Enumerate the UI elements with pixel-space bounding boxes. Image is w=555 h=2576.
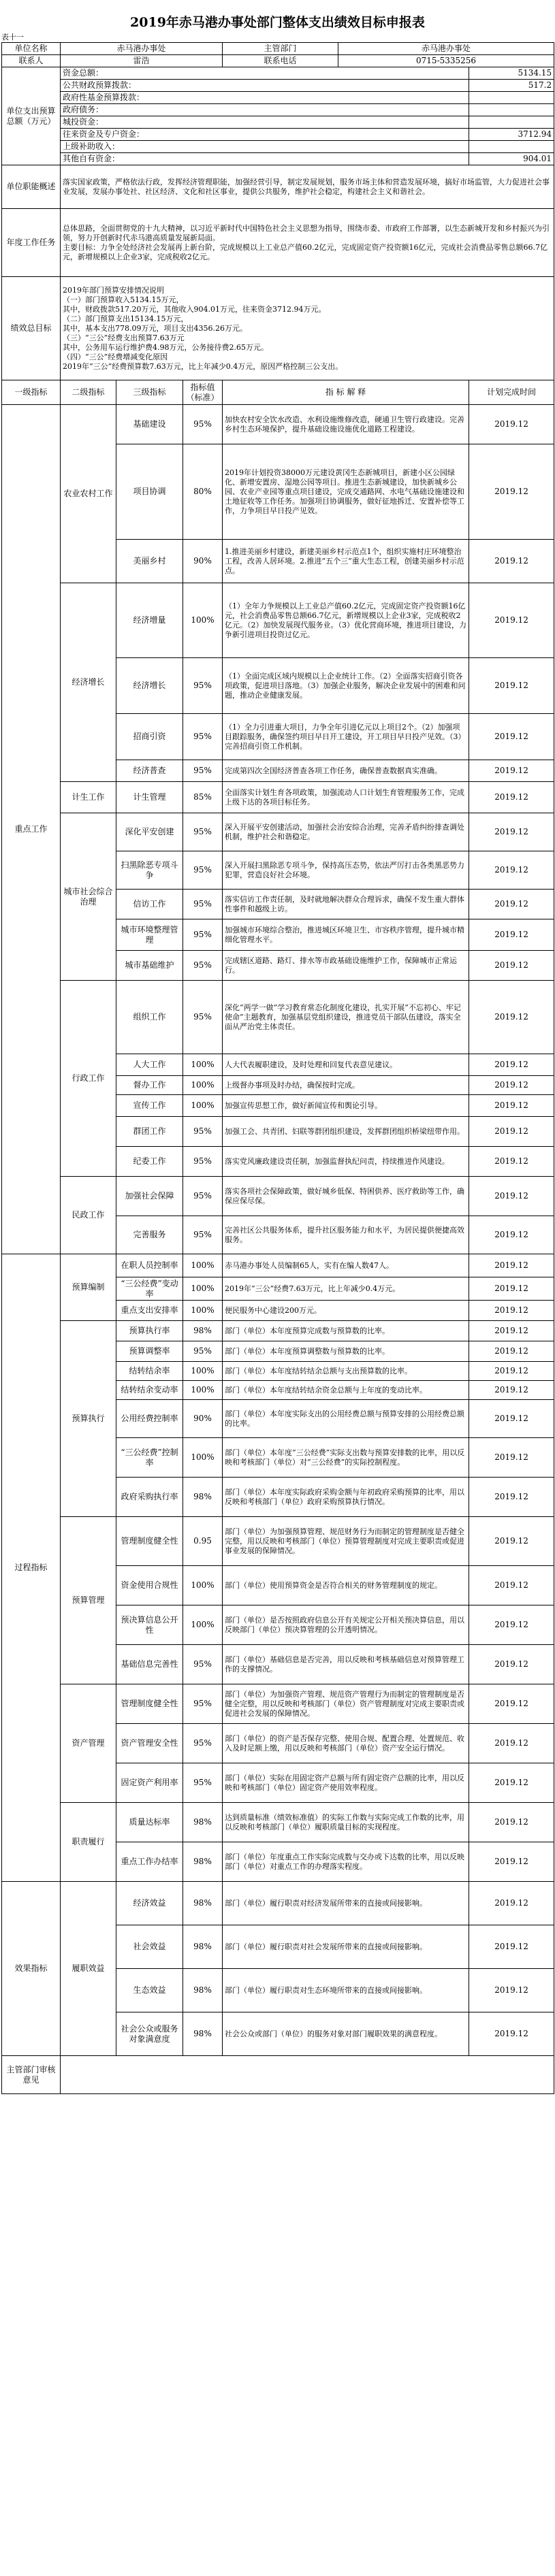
plan-complete-time: 2019.12 bbox=[469, 2012, 554, 2056]
indicator-value: 98% bbox=[183, 1478, 223, 1517]
plan-complete-time: 2019.12 bbox=[469, 1684, 554, 1724]
level3-indicator: 计生管理 bbox=[116, 782, 183, 813]
funds-row-value bbox=[469, 92, 554, 104]
indicator-value: 95% bbox=[183, 890, 223, 919]
indicator-explanation: 完善社区公共服务体系，提升社区服务能力和水平，为居民提供便捷高效服务。 bbox=[223, 1216, 469, 1254]
indicator-explanation: 便民服务中心建设200万元。 bbox=[223, 1301, 469, 1321]
indicator-explanation: 部门（单位）履行职责对社会发展所带来的直接或间接影响。 bbox=[223, 1925, 469, 1969]
perf-goal-line: 其中，财政拨款517.20万元，其他收入904.01万元，往来资金3712.94万元。 bbox=[63, 304, 326, 314]
indicator-value: 98% bbox=[183, 1321, 223, 1341]
indicator-explanation: 社会公众或部门（单位）的服务对象对部门履职效果的满意程度。 bbox=[223, 2012, 469, 2056]
level3-indicator: 纪委工作 bbox=[116, 1147, 183, 1177]
indicator-value: 100% bbox=[183, 1381, 223, 1400]
duty-label: 单位职能概述 bbox=[2, 165, 61, 209]
plan-complete-time: 2019.12 bbox=[469, 1076, 554, 1095]
plan-complete-time: 2019.12 bbox=[469, 658, 554, 714]
indicator-value: 100% bbox=[183, 1605, 223, 1645]
indicator-value: 95% bbox=[183, 1763, 223, 1803]
level3-indicator: 招商引资 bbox=[116, 714, 183, 760]
level2-indicator: 预算执行 bbox=[61, 1321, 116, 1517]
plan-complete-time: 2019.12 bbox=[469, 951, 554, 981]
indicator-value: 98% bbox=[183, 1882, 223, 1925]
indicator-explanation: 全面落实计划生育各项政策，加强流动人口计划生育管理服务工作，完成上级下达的各项目标任务。 bbox=[223, 782, 469, 813]
indicator-explanation: 部门（单位）本年度预算完成数与预算数的比率。 bbox=[223, 1321, 469, 1341]
level3-indicator: 群团工作 bbox=[116, 1117, 183, 1147]
indicator-value: 95% bbox=[183, 813, 223, 851]
performance-table bbox=[1, 42, 554, 2094]
indicator-value: 100% bbox=[183, 1054, 223, 1076]
level3-indicator: 重点工作办结率 bbox=[116, 1842, 183, 1882]
col-header-level3: 三级指标 bbox=[116, 380, 183, 405]
indicator-explanation: 部门（单位）本年度结转结余总额与支出预算数的比率。 bbox=[223, 1362, 469, 1381]
plan-complete-time: 2019.12 bbox=[469, 1381, 554, 1400]
unit-name-value: 赤马港办事处 bbox=[61, 43, 223, 55]
opinion-label: 主管部门审核意见 bbox=[2, 2056, 61, 2094]
plan-complete-time: 2019.12 bbox=[469, 1969, 554, 2012]
col-header-value: 指标值（标准） bbox=[183, 380, 223, 405]
indicator-value: 95% bbox=[183, 405, 223, 444]
indicator-explanation: 上级督办事项及时办结，确保按时完成。 bbox=[223, 1076, 469, 1095]
indicator-value: 100% bbox=[183, 1277, 223, 1301]
indicator-explanation: 2019年计划投资38000万元建设黄冈生态新城项目，新建小区公园绿化、新增安置房、湿地公园等项目。推进生态新城建设，加快新城乡公园、农业产业园等重点项目建设，完成交通路网、水电气基础设施建设和土地征收等工作任务。加强项目协调服务，做好征地拆迁、安置补偿等工作，力争项目早日投产见效。 bbox=[223, 444, 469, 540]
plan-complete-time: 2019.12 bbox=[469, 782, 554, 813]
level3-indicator: 经济普查 bbox=[116, 760, 183, 782]
level3-indicator: 资产管理安全性 bbox=[116, 1724, 183, 1763]
level2-indicator: 经济增长 bbox=[61, 583, 116, 782]
indicator-explanation: 部门（单位）本年度预算调整数与预算数的比率。 bbox=[223, 1341, 469, 1362]
perf-goal-line: （三）“三公”经费支出预算7.63万元 bbox=[63, 333, 185, 342]
indicator-value: 95% bbox=[183, 981, 223, 1054]
indicator-value: 100% bbox=[183, 1362, 223, 1381]
indicator-row bbox=[2, 583, 554, 658]
perf-goal-line: 2019年部门预算安排情况说明 bbox=[63, 285, 164, 295]
indicator-value: 95% bbox=[183, 1684, 223, 1724]
level3-indicator: 经济增长 bbox=[116, 658, 183, 714]
unit-name-label: 单位名称 bbox=[2, 43, 61, 55]
level2-indicator: 履职效益 bbox=[61, 1882, 116, 2056]
level3-indicator: 重点支出安排率 bbox=[116, 1301, 183, 1321]
indicator-explanation: 部门（单位）年度重点工作实际完成数与交办或下达数的比率，用以反映部门（单位）对重点工作的办理落实程度。 bbox=[223, 1842, 469, 1882]
funds-section-label: 单位支出预算总额（万元） bbox=[2, 67, 61, 165]
indicator-explanation: 部门（单位）为加强资产管理、规范资产管理行为而制定的管理制度是否健全完整，用以反映和考核部门（单位）资产管理制度对完成主要职责或促进社会发展的保障情况。 bbox=[223, 1684, 469, 1724]
col-header-level1: 一级指标 bbox=[2, 380, 61, 405]
indicator-value: 100% bbox=[183, 1095, 223, 1117]
level3-indicator: 城市环境整理管理 bbox=[116, 919, 183, 951]
funds-row-value bbox=[469, 141, 554, 153]
perf-goal-text bbox=[61, 277, 554, 380]
perf-goal-line: 其中，公务用车运行维护费4.98万元，公务接待费2.65万元。 bbox=[63, 342, 268, 352]
indicator-value: 85% bbox=[183, 782, 223, 813]
funds-row-value bbox=[469, 104, 554, 116]
col-header-explain: 指 标 解 释 bbox=[223, 380, 469, 405]
indicator-explanation: 落实党风廉政建设责任制，加强监督执纪问责，持续推进作风建设。 bbox=[223, 1147, 469, 1177]
level3-indicator: 加强社会保障 bbox=[116, 1177, 183, 1216]
indicator-explanation: 加强宣传思想工作，做好新闻宣传和舆论引导。 bbox=[223, 1095, 469, 1117]
level3-indicator: 组织工作 bbox=[116, 981, 183, 1054]
indicator-explanation: 部门（单位）实际在用固定资产总额与所有固定资产总额的比率，用以反映和考核部门（单位）固定资产使用效率程度。 bbox=[223, 1763, 469, 1803]
funds-row-label: 公共财政预算拨款： bbox=[61, 80, 469, 92]
indicator-explanation: 部门（单位）为加强预算管理、规范财务行为而制定的管理制度是否健全完整，用以反映和考核部门（单位）预算管理制度对完成主要职责或促进事业发展的保障情况。 bbox=[223, 1517, 469, 1566]
indicator-value: 95% bbox=[183, 1645, 223, 1684]
indicator-explanation: 部门（单位）本年度实际政府采购金额与年初政府采购预算的比率，用以反映和考核部门（单位）政府采购预算执行情况。 bbox=[223, 1478, 469, 1517]
plan-complete-time: 2019.12 bbox=[469, 444, 554, 540]
level3-indicator: 资金使用合规性 bbox=[116, 1566, 183, 1605]
plan-complete-time: 2019.12 bbox=[469, 1925, 554, 1969]
plan-complete-time: 2019.12 bbox=[469, 1400, 554, 1438]
level1-indicator: 重点工作 bbox=[2, 405, 61, 1254]
indicator-row bbox=[2, 981, 554, 1054]
level3-indicator: 公用经费控制率 bbox=[116, 1400, 183, 1438]
plan-complete-time: 2019.12 bbox=[469, 1478, 554, 1517]
level3-indicator: 生态效益 bbox=[116, 1969, 183, 2012]
indicator-explanation: 部门（单位）的资产是否保存完整、使用合规、配置合理、处置规范、收入及时足额上缴，用以反映和考核部门（单位）资产安全运行情况。 bbox=[223, 1724, 469, 1763]
plan-complete-time: 2019.12 bbox=[469, 1095, 554, 1117]
level3-indicator: 基础建设 bbox=[116, 405, 183, 444]
perf-goal-line: 其中，基本支出778.09万元，项目支出4356.26万元。 bbox=[63, 323, 247, 333]
indicator-value: 98% bbox=[183, 1969, 223, 2012]
indicator-explanation: 赤马港办事处人员编制65人，实有在编人数47人。 bbox=[223, 1254, 469, 1277]
indicator-value: 95% bbox=[183, 760, 223, 782]
level2-indicator: 计生工作 bbox=[61, 782, 116, 813]
plan-complete-time: 2019.12 bbox=[469, 1177, 554, 1216]
indicator-value: 95% bbox=[183, 1724, 223, 1763]
perf-goal-line: （四）“三公”经费增减变化原因 bbox=[63, 352, 168, 361]
indicator-explanation: 深入开展扫黑除恶专项斗争，保持高压态势，依法严厉打击各类黑恶势力犯罪，营造良好社会环境。 bbox=[223, 851, 469, 890]
indicator-value: 95% bbox=[183, 951, 223, 981]
plan-complete-time: 2019.12 bbox=[469, 714, 554, 760]
level3-indicator: 社会公众或服务对象满意度 bbox=[116, 2012, 183, 2056]
indicator-value: 95% bbox=[183, 1216, 223, 1254]
level1-indicator: 效果指标 bbox=[2, 1882, 61, 2056]
funds-row-label: 政府性基金预算拨款： bbox=[61, 92, 469, 104]
duty-text: 落实国家政策，严格依法行政，发挥经济管理职能，加强经营引导，制定发展规划，服务市场主体和营造发展环境，搞好市场监管，大力促进社会事业发展，发展办事处社、社区经济、文化和社区事业，提供公共服务，维护社会稳定，构建社会主义和谐社会。 bbox=[61, 165, 554, 209]
level3-indicator: 经济增量 bbox=[116, 583, 183, 658]
col-header-plan: 计划完成时间 bbox=[469, 380, 554, 405]
indicator-explanation: 2019年“三公”经费7.63万元，比上年减少0.4万元。 bbox=[223, 1277, 469, 1301]
plan-complete-time: 2019.12 bbox=[469, 760, 554, 782]
phone-label: 联系电话 bbox=[223, 55, 338, 67]
plan-complete-time: 2019.12 bbox=[469, 919, 554, 951]
indicator-value: 98% bbox=[183, 2012, 223, 2056]
funds-row-label: 上级补助收入： bbox=[61, 141, 469, 153]
indicator-explanation: 完成第四次全国经济普查各项工作任务，确保普查数据真实准确。 bbox=[223, 760, 469, 782]
level3-indicator: 结转结余率 bbox=[116, 1362, 183, 1381]
plan-complete-time: 2019.12 bbox=[469, 1341, 554, 1362]
indicator-row bbox=[2, 1254, 554, 1277]
indicator-value: 95% bbox=[183, 714, 223, 760]
col-header-level2: 二级指标 bbox=[61, 380, 116, 405]
level1-indicator: 过程指标 bbox=[2, 1254, 61, 1882]
dept-label: 主管部门 bbox=[223, 43, 338, 55]
indicator-row bbox=[2, 813, 554, 851]
annual-task-line: 总体思路，全面贯彻党的十九大精神，以习近平新时代中国特色社会主义思想为指导，围绕市委、市政府工作部署，以生态新城开发和乡村振兴为引领，努力开创新时代赤马港高质量发展新局面。 bbox=[63, 223, 550, 242]
plan-complete-time: 2019.12 bbox=[469, 890, 554, 919]
indicator-explanation: 部门（单位）本年度“三公经费”实际支出数与预算安排数的比率，用以反映和考核部门（单位）对“三公经费”的实际控制程度。 bbox=[223, 1438, 469, 1478]
indicator-row bbox=[2, 782, 554, 813]
plan-complete-time: 2019.12 bbox=[469, 583, 554, 658]
indicator-value: 100% bbox=[183, 1566, 223, 1605]
level3-indicator: 预算执行率 bbox=[116, 1321, 183, 1341]
indicator-value: 80% bbox=[183, 444, 223, 540]
level3-indicator: 政府采购执行率 bbox=[116, 1478, 183, 1517]
funds-row-label: 城投资金： bbox=[61, 116, 469, 129]
plan-complete-time: 2019.12 bbox=[469, 1321, 554, 1341]
indicator-value: 90% bbox=[183, 1400, 223, 1438]
plan-complete-time: 2019.12 bbox=[469, 1645, 554, 1684]
level3-indicator: 管理制度健全性 bbox=[116, 1517, 183, 1566]
funds-row-value: 517.2 bbox=[469, 80, 554, 92]
funds-row-value: 3712.94 bbox=[469, 129, 554, 141]
indicator-value: 98% bbox=[183, 1803, 223, 1842]
table-tag: 表十一 bbox=[1, 33, 24, 42]
indicator-explanation: 达到质量标准（绩效标准值）的实际工作数与实际完成工作数的比率，用以反映和考核部门（单位）履职质量目标的实现程度。 bbox=[223, 1803, 469, 1842]
contact-label: 联系人 bbox=[2, 55, 61, 67]
funds-row-label: 往来资金及专户资金： bbox=[61, 129, 469, 141]
level3-indicator: 社会效益 bbox=[116, 1925, 183, 1969]
indicator-explanation: 加强城市环境综合整治，推进城区环境卫生、市容秩序管理，提升城市精细化管理水平。 bbox=[223, 919, 469, 951]
indicator-explanation: 部门（单位）履行职责对经济发展所带来的直接或间接影响。 bbox=[223, 1882, 469, 1925]
indicator-value: 100% bbox=[183, 1438, 223, 1478]
indicator-value: 98% bbox=[183, 1842, 223, 1882]
level3-indicator: 预算调整率 bbox=[116, 1341, 183, 1362]
level2-indicator: 农业农村工作 bbox=[61, 405, 116, 583]
level2-indicator: 预算编制 bbox=[61, 1254, 116, 1321]
indicator-value: 95% bbox=[183, 658, 223, 714]
annual-task-line: 主要目标：力争全处经济社会发展再上新台阶，完成规模以上工业总产值60.2亿元，完成固定资产投资额16亿元，完成社会消费品零售总额66.7亿元，新增规模以上企业3家，完成税收2亿元。 bbox=[63, 242, 548, 261]
plan-complete-time: 2019.12 bbox=[469, 851, 554, 890]
indicator-explanation: 落实信访工作责任制，及时就地解决群众合理诉求，确保不发生重大群体性事件和越级上访。 bbox=[223, 890, 469, 919]
indicator-explanation: 完成辖区道路、路灯、排水等市政基础设施维护工作，保障城市正常运行。 bbox=[223, 951, 469, 981]
plan-complete-time: 2019.12 bbox=[469, 1566, 554, 1605]
indicator-explanation: 加强工会、共青团、妇联等群团组织建设，发挥群团组织桥梁纽带作用。 bbox=[223, 1117, 469, 1147]
indicator-value: 98% bbox=[183, 1925, 223, 1969]
indicator-explanation: 落实各项社会保障政策，做好城乡低保、特困供养、医疗救助等工作，确保应保尽保。 bbox=[223, 1177, 469, 1216]
plan-complete-time: 2019.12 bbox=[469, 1054, 554, 1076]
indicator-value: 95% bbox=[183, 851, 223, 890]
indicator-value: 100% bbox=[183, 583, 223, 658]
level3-indicator: 完善服务 bbox=[116, 1216, 183, 1254]
indicator-value: 95% bbox=[183, 919, 223, 951]
level3-indicator: “三公经费”控制率 bbox=[116, 1438, 183, 1478]
level3-indicator: 督办工作 bbox=[116, 1076, 183, 1095]
indicator-explanation: （1）全力引进重大项目，力争全年引进亿元以上项目2个。（2）加强项目跟踪服务，确保签约项目早日开工建设，开工项目早日投产见效。（3）完善招商引资工作机制。 bbox=[223, 714, 469, 760]
plan-complete-time: 2019.12 bbox=[469, 1724, 554, 1763]
indicator-explanation: （1）全面完成区域内规模以上企业统计工作。（2）全面落实招商引资各项政策，促进项目落地。（3）加强企业服务，解决企业发展中的困难和问题，推动企业健康发展。 bbox=[223, 658, 469, 714]
indicator-explanation: 部门（单位）使用预算资金是否符合相关的财务管理制度的规定。 bbox=[223, 1566, 469, 1605]
level3-indicator: 质量达标率 bbox=[116, 1803, 183, 1842]
plan-complete-time: 2019.12 bbox=[469, 1803, 554, 1842]
indicator-value: 90% bbox=[183, 540, 223, 583]
indicator-explanation: 部门（单位）基础信息是否完善，用以反映和考核基础信息对预算管理工作的支撑情况。 bbox=[223, 1645, 469, 1684]
annual-task-text bbox=[61, 209, 554, 277]
indicator-explanation: 部门（单位）本年度结转结余资金总额与上年度的变动比率。 bbox=[223, 1381, 469, 1400]
funds-row-value: 904.01 bbox=[469, 153, 554, 165]
level3-indicator: 城市基础维护 bbox=[116, 951, 183, 981]
indicator-row bbox=[2, 1517, 554, 1566]
perf-goal-line: （二）部门预算支出15134.15万元， bbox=[63, 314, 189, 323]
annual-task-label: 年度工作任务 bbox=[2, 209, 61, 277]
indicator-explanation: 部门（单位）是否按照政府信息公开有关规定公开相关预决算信息，用以反映部门（单位）预决算管理的公开透明情况。 bbox=[223, 1605, 469, 1645]
level2-indicator: 城市社会综合治理 bbox=[61, 813, 116, 981]
level3-indicator: 扫黑除恶专项斗争 bbox=[116, 851, 183, 890]
level3-indicator: 信访工作 bbox=[116, 890, 183, 919]
plan-complete-time: 2019.12 bbox=[469, 1882, 554, 1925]
page-title: 2019年赤马港办事处部门整体支出绩效目标申报表 bbox=[130, 15, 425, 30]
indicator-explanation: 深化“两学一做”学习教育常态化制度化建设，扎实开展“不忘初心、牢记使命”主题教育，加强基层党组织建设，推进党员干部队伍建设，落实全面从严治党主体责任。 bbox=[223, 981, 469, 1054]
funds-row-label: 政府债务： bbox=[61, 104, 469, 116]
funds-row-value: 5134.15 bbox=[469, 67, 554, 80]
indicator-row bbox=[2, 1321, 554, 1341]
level3-indicator: 经济效益 bbox=[116, 1882, 183, 1925]
level2-indicator: 民政工作 bbox=[61, 1177, 116, 1254]
plan-complete-time: 2019.12 bbox=[469, 1301, 554, 1321]
dept-value: 赤马港办事处 bbox=[338, 43, 554, 55]
level3-indicator: “三公经费”变动率 bbox=[116, 1277, 183, 1301]
level2-indicator: 预算管理 bbox=[61, 1517, 116, 1684]
plan-complete-time: 2019.12 bbox=[469, 1147, 554, 1177]
indicator-value: 95% bbox=[183, 1117, 223, 1147]
indicator-explanation: 1.推进美丽乡村建设，新建美丽乡村示范点1个，组织实施村庄环境整治工程，改善人居环境。2.推进“五个三”重大生态工程，创建美丽乡村示范点。 bbox=[223, 540, 469, 583]
indicator-value: 0.95 bbox=[183, 1517, 223, 1566]
plan-complete-time: 2019.12 bbox=[469, 981, 554, 1054]
indicator-explanation: 部门（单位）本年度实际支出的公用经费总额与预算安排的公用经费总额的比率。 bbox=[223, 1400, 469, 1438]
level3-indicator: 深化平安创建 bbox=[116, 813, 183, 851]
indicator-value: 95% bbox=[183, 1341, 223, 1362]
indicator-row bbox=[2, 405, 554, 444]
plan-complete-time: 2019.12 bbox=[469, 1216, 554, 1254]
level3-indicator: 美丽乡村 bbox=[116, 540, 183, 583]
indicator-value: 95% bbox=[183, 1177, 223, 1216]
indicator-value: 100% bbox=[183, 1254, 223, 1277]
plan-complete-time: 2019.12 bbox=[469, 540, 554, 583]
funds-row-label: 资金总额： bbox=[61, 67, 469, 80]
level3-indicator: 项目协调 bbox=[116, 444, 183, 540]
indicator-value: 95% bbox=[183, 1147, 223, 1177]
indicator-explanation: 部门（单位）履行职责对生态环境所带来的直接或间接影响。 bbox=[223, 1969, 469, 2012]
plan-complete-time: 2019.12 bbox=[469, 1254, 554, 1277]
indicator-row bbox=[2, 1882, 554, 1925]
contact-value: 雷浩 bbox=[61, 55, 223, 67]
level3-indicator: 结转结余变动率 bbox=[116, 1381, 183, 1400]
plan-complete-time: 2019.12 bbox=[469, 1517, 554, 1566]
opinion-value bbox=[61, 2056, 554, 2094]
funds-row-label: 其他自有资金： bbox=[61, 153, 469, 165]
plan-complete-time: 2019.12 bbox=[469, 1842, 554, 1882]
perf-goal-line: 2019年“三公”经费预算数7.63万元，比上年减少0.4万元，原因严格控制三公支出。 bbox=[63, 361, 343, 371]
level3-indicator: 基础信息完善性 bbox=[116, 1645, 183, 1684]
plan-complete-time: 2019.12 bbox=[469, 1117, 554, 1147]
plan-complete-time: 2019.12 bbox=[469, 1605, 554, 1645]
indicator-explanation: （1）全年力争规模以上工业总产值60.2亿元，完成固定资产投资额16亿元，社会消费品零售总额66.7亿元，新增规模以上企业3家，完成税收2亿元。（2）加快发展现代服务业。（3）优化营商环境，推进项目建设，力争新引进项目投资过亿元。 bbox=[223, 583, 469, 658]
perf-goal-line: （一）部门预算收入5134.15万元， bbox=[63, 295, 184, 304]
level2-indicator: 行政工作 bbox=[61, 981, 116, 1177]
indicator-explanation: 深入开展平安创建活动，加强社会治安综合治理，完善矛盾纠纷排查调处机制，维护社会和谐稳定。 bbox=[223, 813, 469, 851]
level3-indicator: 预决算信息公开性 bbox=[116, 1605, 183, 1645]
indicator-row bbox=[2, 1684, 554, 1724]
plan-complete-time: 2019.12 bbox=[469, 1362, 554, 1381]
plan-complete-time: 2019.12 bbox=[469, 813, 554, 851]
level2-indicator: 职责履行 bbox=[61, 1803, 116, 1882]
phone-value: 0715-5335256 bbox=[338, 55, 554, 67]
indicator-row bbox=[2, 1803, 554, 1842]
level3-indicator: 在职人员控制率 bbox=[116, 1254, 183, 1277]
funds-row-value bbox=[469, 116, 554, 129]
level3-indicator: 宣传工作 bbox=[116, 1095, 183, 1117]
level3-indicator: 人大工作 bbox=[116, 1054, 183, 1076]
level3-indicator: 固定资产利用率 bbox=[116, 1763, 183, 1803]
indicator-value: 100% bbox=[183, 1076, 223, 1095]
indicator-explanation: 人大代表履职建设，及时处理和回复代表意见建议。 bbox=[223, 1054, 469, 1076]
indicator-explanation: 加快农村安全饮水改造、水利设施维修改造，硬通卫生管行政建设。完善乡村生态环境保护，提升基础设施设施优化道路工程建设。 bbox=[223, 405, 469, 444]
perf-goal-label: 绩效总目标 bbox=[2, 277, 61, 380]
plan-complete-time: 2019.12 bbox=[469, 1438, 554, 1478]
indicator-value: 100% bbox=[183, 1301, 223, 1321]
plan-complete-time: 2019.12 bbox=[469, 1277, 554, 1301]
indicator-row bbox=[2, 1177, 554, 1216]
plan-complete-time: 2019.12 bbox=[469, 1763, 554, 1803]
level3-indicator: 管理制度健全性 bbox=[116, 1684, 183, 1724]
level2-indicator: 资产管理 bbox=[61, 1684, 116, 1803]
plan-complete-time: 2019.12 bbox=[469, 405, 554, 444]
